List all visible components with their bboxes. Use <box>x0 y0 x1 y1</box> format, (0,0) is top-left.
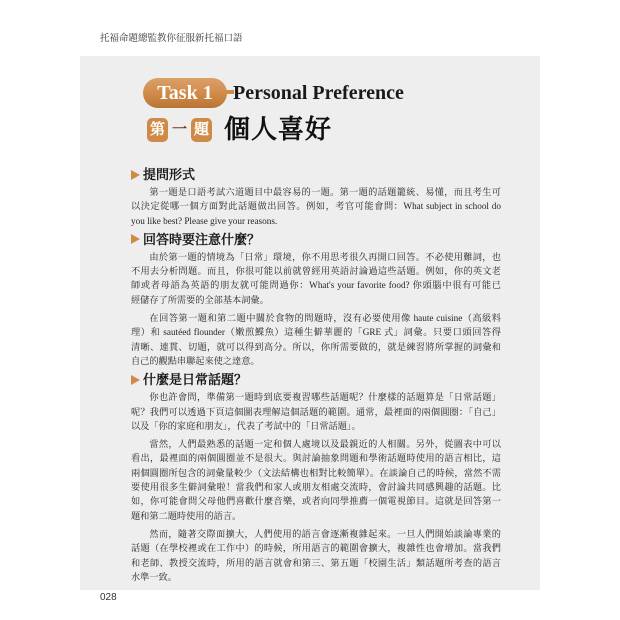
section <box>131 166 501 228</box>
section-heading <box>131 231 501 248</box>
section-heading <box>131 371 501 388</box>
paragraph-line: 題和第二題時使用的語言。 <box>131 510 242 521</box>
question-label-number: 一 <box>171 121 187 138</box>
paragraph-line: 在回答第一題和第二題中關於食物的問題時，沒有必要使用像 haute cuisine（高級料 <box>149 313 501 324</box>
question-label <box>147 118 212 142</box>
paragraph-line: 和老師、教授交流時，所用的語言就會和第三、第五題「校園生活」類話題所考查的語言 <box>131 557 501 568</box>
paragraph-line: 清晰、連貫、切題，就可以得到高分。所以，你所需要做的，就是練習將所掌握的詞彙和 <box>131 341 501 352</box>
paragraph-line: 自己的觀點串聯起來使之達意。 <box>131 355 260 366</box>
body-column <box>131 166 501 587</box>
paragraph-line: 理）和 sautéed flounder（嫩煎鰈魚）這種生僻華麗的「GRE 式」詞彙。只要口頭回答得 <box>131 327 501 338</box>
paragraph <box>131 527 501 584</box>
paragraph <box>131 311 501 368</box>
question-title: 個人喜好 <box>224 114 333 144</box>
paragraph-line: 第一題是口語考試六道題目中最容易的一題。第一題的話題籠統、易懂，而且考生可 <box>149 187 501 197</box>
section-heading-text: 回答時要注意什麼？ <box>143 231 261 247</box>
triangle-right-icon <box>131 170 140 180</box>
paragraph <box>131 390 501 433</box>
triangle-right-icon <box>131 375 140 385</box>
task-name: Personal Preference <box>233 82 404 104</box>
section-heading-text: 提問形式 <box>143 167 196 182</box>
paragraph-line: 你也許會問，準備第一題時到底要複習哪些話題呢？什麼樣的話題算是「日常話題」 <box>149 392 501 403</box>
paragraph-line: you like best? Please give your reasons. <box>131 215 278 226</box>
section <box>131 231 501 368</box>
section-heading-text: 什麼是日常話題？ <box>143 372 248 388</box>
paragraph <box>131 185 501 228</box>
paragraph-line: 然而，隨著交際面擴大，人們使用的語言會逐漸複雜起來。一旦人們開始談論專業的 <box>149 528 501 539</box>
paragraph-line: 兩個圓圈所包含的詞彙量較少（文法結構也相對比較簡單）。在談論自己的時候，當然不需 <box>131 467 501 478</box>
page-number: 028 <box>100 592 117 603</box>
paragraph-line: 如，你可能會問父母他們喜歡什麼音樂，或者向同學推薦一個電視節目。這就是回答第一 <box>131 496 501 507</box>
paragraph-line: 經儲存了所需要的全部基本詞彙。 <box>131 294 269 305</box>
paragraph-line: 由於第一題的情境為「日常」環境，你不用思考很久再開口回答。不必使用難詞，也 <box>149 251 501 262</box>
section-heading <box>131 166 501 183</box>
paragraph-line: 以決定從哪一個方面對此話題做出回答。例如，考官可能會問：What subject in school do <box>131 201 501 212</box>
paragraph-line: 水準一致。 <box>131 571 177 582</box>
paragraph <box>131 250 501 307</box>
paragraph-line: 要使用很多生僻詞彙啦！當我們和家人或朋友相處交流時，會討論共同感興趣的話題。比 <box>131 482 501 493</box>
paragraph-line: 看出，最裡面的兩個圓圈並不是很大。與討論抽象問題和學術話題時使用的語言相比，這 <box>131 453 501 464</box>
triangle-right-icon <box>131 234 140 244</box>
paragraph <box>131 437 501 523</box>
section <box>131 371 501 584</box>
running-header: 托福命題總監教你征服新托福口語 <box>100 33 243 44</box>
paragraph-line: 師或者母語為英語的朋友就可能問過你：What's your favorite food? 你頭腦中很有可能已 <box>131 280 501 291</box>
question-label-char: 第 <box>147 118 168 142</box>
paragraph-line: 呢？我們可以透過下頁這個圖表理解這個話題的範圍。通常，最裡面的兩個圓圈：「自己」 <box>131 406 501 417</box>
paragraph-line: 不用去分析問題。而且，你很可能以前就曾經用英語討論過這些話題。例如，你的英文老 <box>131 266 501 277</box>
paragraph-line: 當然，人們最熟悉的話題一定和個人處境以及最親近的人相關。另外，從圖表中可以 <box>149 439 501 450</box>
question-label-char: 題 <box>191 118 212 142</box>
task-label-badge: Task 1 <box>143 78 227 108</box>
paragraph-line: 以及「你的家庭和朋友」，代表了考試中的「日常話題」。 <box>131 420 361 431</box>
paragraph-line: 話題（在學校裡或在工作中）的時候，所用語言的範圍會擴大，複雜性也會增加。當我們 <box>131 543 501 554</box>
